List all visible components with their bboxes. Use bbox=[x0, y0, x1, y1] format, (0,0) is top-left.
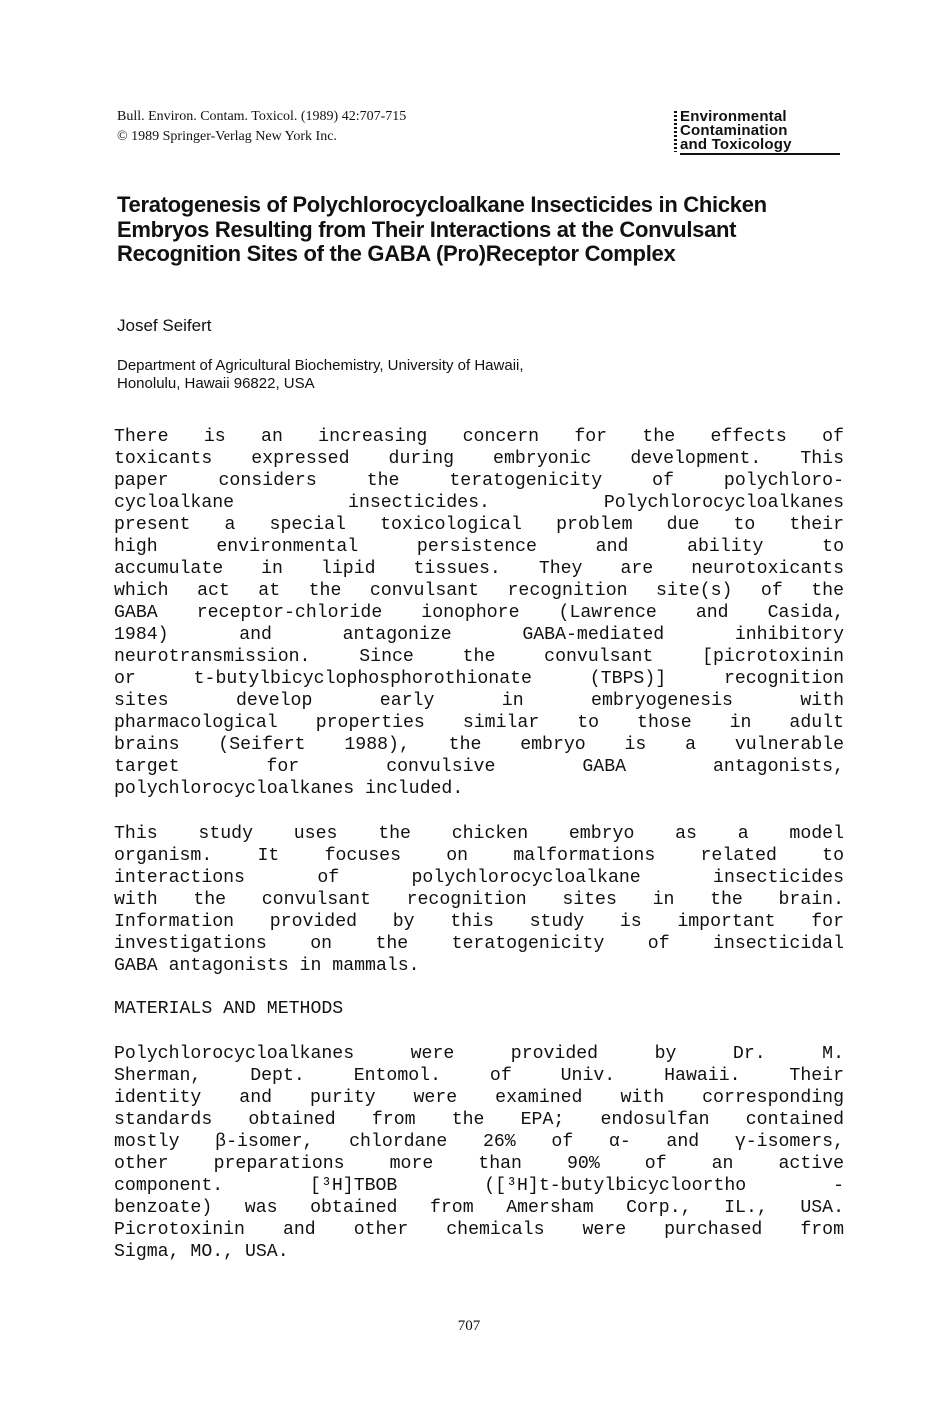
text-line: accumulate in lipid tissues. They are neurotoxicants bbox=[114, 559, 844, 579]
text-line: mostly β-isomer, chlordane 26% of α- and γ-isomers, bbox=[114, 1132, 844, 1152]
citation-header bbox=[117, 107, 406, 147]
text-line: identity and purity were examined with corresponding bbox=[114, 1088, 844, 1108]
text-line: GABA receptor-chloride ionophore (Lawrence and Casida, bbox=[114, 603, 844, 623]
text-line: pharmacological properties similar to those in adult bbox=[114, 713, 844, 733]
text-line: Sigma, MO., USA. bbox=[114, 1242, 289, 1262]
author-name: Josef Seifert bbox=[117, 316, 212, 335]
text-line: sites develop early in embryogenesis with bbox=[114, 691, 844, 711]
page-number: 707 bbox=[457, 1318, 481, 1334]
section-heading bbox=[114, 998, 844, 1020]
affiliation-line: Department of Agricultural Biochemistry, University of Hawaii, bbox=[117, 357, 524, 374]
article-title: Teratogenesis of Polychlorocycloalkane Insecticides in Chicken Embryos Resulting from Their Interactions at the Convulsant Recognition Sites of the GABA (Pro)Receptor Complex bbox=[117, 192, 767, 266]
methods-paragraph bbox=[114, 1043, 844, 1263]
text-line: Picrotoxinin and other chemicals were purchased from bbox=[114, 1220, 844, 1240]
text-line: 1984) and antagonize GABA-mediated inhibitory bbox=[114, 625, 844, 645]
text-line: component. [³H]TBOB ([³H]t-butylbicycloortho - bbox=[114, 1176, 844, 1196]
text-line: cycloalkane insecticides. Polychlorocycloalkanes bbox=[114, 493, 844, 513]
text-line: This study uses the chicken embryo as a model bbox=[114, 824, 844, 844]
text-line: polychlorocycloalkanes included. bbox=[114, 779, 464, 799]
citation-line: Bull. Environ. Contam. Toxicol. (1989) 42:707-715 bbox=[117, 109, 407, 124]
text-line: Information provided by this study is important for bbox=[114, 912, 844, 932]
text-line: paper considers the teratogenicity of polychloro- bbox=[114, 471, 844, 491]
logo-bar-icon bbox=[674, 111, 677, 152]
text-line: present a special toxicological problem due to their bbox=[114, 515, 844, 535]
text-line: neurotransmission. Since the convulsant [picrotoxinin bbox=[114, 647, 844, 667]
text-line: other preparations more than 90% of an active bbox=[114, 1154, 844, 1174]
journal-logo bbox=[674, 110, 840, 152]
copyright-line: © 1989 Springer-Verlag New York Inc. bbox=[117, 129, 337, 144]
text-line: high environmental persistence and ability to bbox=[114, 537, 844, 557]
text-line: standards obtained from the EPA; endosulfan contained bbox=[114, 1110, 844, 1130]
text-line: with the convulsant recognition sites in the brain. bbox=[114, 890, 844, 910]
text-line: GABA antagonists in mammals. bbox=[114, 956, 420, 976]
text-line: There is an increasing concern for the effects of bbox=[114, 427, 844, 447]
text-line: target for convulsive GABA antagonists, bbox=[114, 757, 844, 777]
text-line: toxicants expressed during embryonic development. This bbox=[114, 449, 844, 469]
text-line: Sherman, Dept. Entomol. of Univ. Hawaii. Their bbox=[114, 1066, 844, 1086]
text-line: Polychlorocycloalkanes were provided by Dr. M. bbox=[114, 1044, 844, 1064]
logo-underline bbox=[680, 153, 840, 155]
logo-line: and Toxicology bbox=[680, 136, 792, 153]
text-line: which act at the convulsant recognition site(s) of the bbox=[114, 581, 844, 601]
text-line: benzoate) was obtained from Amersham Corp., IL., USA. bbox=[114, 1198, 844, 1218]
section-heading-text: MATERIALS AND METHODS bbox=[114, 999, 344, 1019]
text-line: brains (Seifert 1988), the embryo is a vulnerable bbox=[114, 735, 844, 755]
author-affiliation bbox=[117, 357, 837, 393]
intro-paragraph-2 bbox=[114, 823, 844, 977]
logo-line: Environmental bbox=[680, 108, 787, 125]
intro-paragraph-1 bbox=[114, 426, 844, 800]
logo-line: Contamination bbox=[680, 122, 788, 139]
text-line: or t-butylbicyclophosphorothionate (TBPS)] recognition bbox=[114, 669, 844, 689]
affiliation-line: Honolulu, Hawaii 96822, USA bbox=[117, 375, 315, 392]
text-line: interactions of polychlorocycloalkane insecticides bbox=[114, 868, 844, 888]
text-line: organism. It focuses on malformations related to bbox=[114, 846, 844, 866]
text-line: investigations on the teratogenicity of insecticidal bbox=[114, 934, 844, 954]
